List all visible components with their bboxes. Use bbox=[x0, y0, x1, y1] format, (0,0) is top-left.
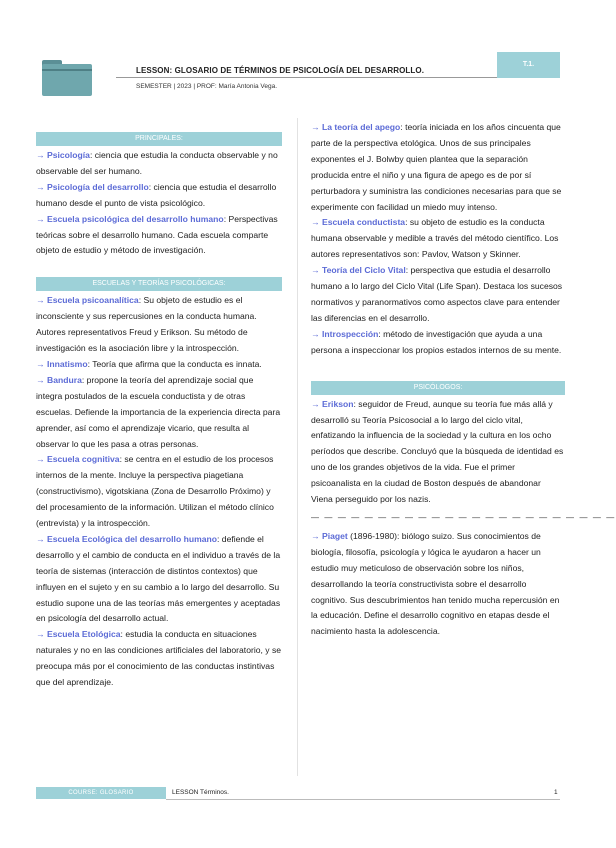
arrow-icon: → bbox=[36, 358, 47, 369]
glossary-entry bbox=[36, 627, 282, 691]
term: Escuela Ecológica del desarrollo humano bbox=[46, 533, 218, 544]
term: Teoría del Ciclo Vital bbox=[321, 265, 406, 276]
definition: : estudia la conducta en situaciones naturales y no en las condiciones artificiales del laboratorio, y se preocupa más por el conocimiento de las conductas instintivas que del aprendizaje. bbox=[36, 629, 282, 688]
right-column bbox=[311, 120, 616, 640]
definition: (1896-1980): biólogo suizo. Sus conocimientos de biología, filosofía, psicología y lógica le ayudaron a hacer un estudio muy meticuloso de observación sobre los niños, desarrollando la teoría constructivista sobre el desarrollo cognitivo. Sus descubrimientos han tenido mucha repercusión en la educación. Define el desarrollo cognitivo en etapas desde el nacimiento hasta la adolescencia. bbox=[311, 530, 560, 637]
definition: : seguidor de Freud, aunque su teoría fue más allá y desarrolló su Teoría Psicosocial a lo largo del ciclo vital, enfatizando la influencia de la sociedad y la cultura en los ocho períodos que describe. Concluyó que la búsqueda de identidad es uno de los grandes objetivos de la vida. Fue el primer psicoanalista en la ciudad de Boston después de abandonar Viena perseguido por los nazis. bbox=[311, 398, 564, 505]
glossary-entry bbox=[311, 263, 565, 327]
footer-course: COURSE: GLOSARIO bbox=[36, 787, 166, 799]
term: Escuela Etológica bbox=[46, 629, 121, 640]
definition: : su objeto de estudio es la conducta humana observable y medible a través del método científico. Los autores representativos son: Pavlov, Watson y Skinner. bbox=[311, 217, 559, 260]
glossary-entry bbox=[36, 357, 282, 373]
lesson-title: LESSON: GLOSARIO DE TÉRMINOS DE PSICOLOGÍA DEL DESARROLLO. bbox=[136, 66, 425, 75]
term: La teoría del apego bbox=[321, 122, 401, 132]
term: Escuela psicológica del desarrollo humano bbox=[46, 213, 224, 224]
glossary-entry bbox=[311, 120, 565, 215]
glossary-entry bbox=[36, 532, 282, 627]
term: Piaget bbox=[321, 530, 348, 541]
glossary-entry bbox=[36, 293, 282, 357]
definition: : Teoría que afirma que la conducta es innata. bbox=[87, 358, 262, 369]
arrow-icon: → bbox=[311, 530, 322, 541]
page-number: 1 bbox=[554, 789, 558, 796]
definition: : defiende el desarrollo y el cambio de conducta en el individuo a través de la teoría de sistemas (interacción de distintos contextos) que influyen en el sujeto y en su cambio a lo largo del desarrollo. Su estudio supone una de las teorías más emergentes y aceptadas en psicología del desarrollo actual. bbox=[36, 533, 281, 624]
footer-lesson: LESSON Términos. bbox=[172, 789, 229, 796]
term: Escuela psicoanalítica bbox=[46, 295, 139, 306]
arrow-icon: → bbox=[311, 122, 322, 132]
arrow-icon: → bbox=[36, 454, 47, 465]
definition: : perspectiva que estudia el desarrollo humano a lo largo del Ciclo Vital (Life Span). Destaca los sucesos normativos y paranormativos como aspectos clave para entender las diferencias en el desarrollo. bbox=[311, 265, 563, 323]
header-divider bbox=[116, 77, 560, 78]
term: Psicología del desarrollo bbox=[46, 181, 149, 192]
glossary-entry bbox=[311, 529, 565, 640]
term: Psicología bbox=[46, 150, 90, 160]
term: Innatismo bbox=[46, 358, 88, 369]
arrow-icon: → bbox=[311, 217, 322, 228]
term: Introspección bbox=[321, 328, 379, 339]
arrow-icon: → bbox=[36, 533, 47, 544]
dashed-separator: — — — — — — — — — — — — — — — — — — — — — — — bbox=[311, 512, 616, 522]
arrow-icon: → bbox=[311, 328, 322, 339]
topic-badge: T.1. bbox=[497, 52, 560, 78]
arrow-icon: → bbox=[311, 398, 322, 409]
arrow-icon: → bbox=[36, 295, 47, 306]
definition: : ciencia que estudia la conducta observable y no observable del ser humano. bbox=[36, 150, 278, 176]
term: Bandura bbox=[46, 374, 82, 385]
footer-divider bbox=[166, 799, 560, 800]
glossary-entry bbox=[311, 397, 565, 508]
section-header-escuelas: ESCUELAS Y TEORÍAS PSICOLÓGICAS: bbox=[36, 277, 282, 291]
glossary-entry bbox=[36, 148, 282, 180]
arrow-icon: → bbox=[36, 629, 47, 640]
glossary-entry bbox=[311, 215, 565, 263]
glossary-entry bbox=[36, 180, 282, 212]
definition: : teoría iniciada en los años cincuenta que parte de la perspectiva etológica. Unos de sus principales exponentes el J. Bolwby quien plantea que la separación producida entre el niño y una figura de apego es de por sí perturbadora y suministra las condiciones necesarias para que se experimente con facilidad un miedo muy intenso. bbox=[311, 122, 562, 212]
definition: : propone la teoría del aprendizaje social que integra postulados de la escuela conductista y de otras escuelas. Defiende la importancia de la experiencia directa para aprender, así como el aprendizaje vicario, que resulta al observar lo que les pasa a otras personas. bbox=[36, 374, 281, 449]
left-column bbox=[36, 132, 282, 691]
definition: : método de investigación que ayuda a una persona a inspeccionar los propios estados internos de su mente. bbox=[311, 328, 562, 355]
semester-line: SEMESTER | 2023 | PROF: María Antonia Vega. bbox=[136, 83, 278, 90]
glossary-entry bbox=[311, 327, 565, 359]
section-header-psicologos: PSICÓLOGOS: bbox=[311, 381, 565, 395]
arrow-icon: → bbox=[311, 265, 322, 276]
glossary-entry bbox=[36, 212, 282, 260]
term: Escuela conductista bbox=[321, 217, 406, 228]
definition: : ciencia que estudia el desarrollo humano desde el punto de vista psicológico. bbox=[36, 181, 277, 208]
definition: : se centra en el estudio de los procesos internos de la mente. Incluye la perspectiva piagetiana (constructivismo), vigotskiana (Zona de Desarrollo Próximo) y del procesamiento de la información. Utilizan el método clínico (entrevista) y la introspección. bbox=[36, 454, 274, 529]
term: Escuela cognitiva bbox=[46, 454, 120, 465]
glossary-entry bbox=[36, 452, 282, 532]
arrow-icon: → bbox=[36, 181, 47, 192]
arrow-icon: → bbox=[36, 150, 47, 160]
folder-icon bbox=[42, 60, 92, 96]
definition: : Su objeto de estudio es el inconsciente y sus repercusiones en la conducta humana. Autores representativos Freud y Erikson. Su método de investigación es la asociación libre y la introspección. bbox=[36, 295, 257, 354]
arrow-icon: → bbox=[36, 213, 47, 224]
column-divider bbox=[297, 118, 298, 776]
term: Erikson bbox=[321, 398, 354, 409]
definition: : Perspectivas teóricas sobre el desarrollo humano. Cada escuela comparte objeto de estudio y método de investigación. bbox=[36, 213, 278, 256]
section-header-principales: PRINCIPALES: bbox=[36, 132, 282, 146]
glossary-entry bbox=[36, 373, 282, 453]
arrow-icon: → bbox=[36, 374, 47, 385]
